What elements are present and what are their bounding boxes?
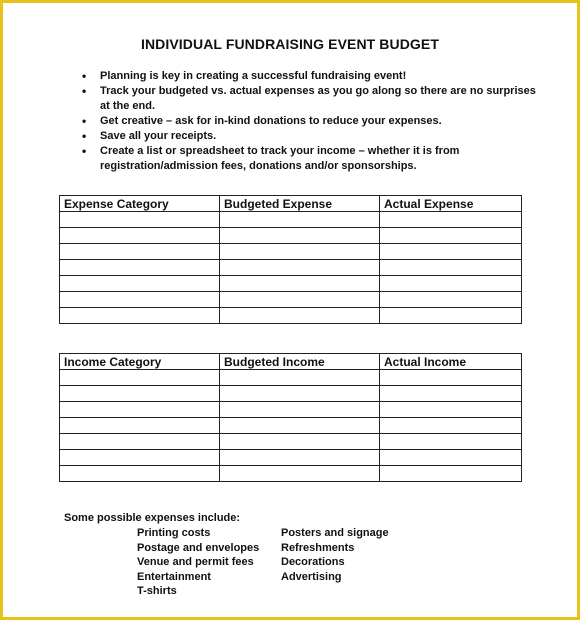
income-table-cell bbox=[220, 370, 380, 386]
expense-table-row bbox=[60, 260, 522, 276]
expense-table bbox=[59, 195, 522, 324]
income-table-row bbox=[60, 370, 522, 386]
income-table-cell bbox=[60, 434, 220, 450]
expense-example: Venue and permit fees bbox=[137, 556, 254, 569]
income-category-header: Income Category bbox=[60, 354, 220, 370]
expense-table-body bbox=[60, 212, 522, 324]
expense-category-header: Expense Category bbox=[60, 196, 220, 212]
expense-header-row bbox=[60, 196, 522, 212]
expense-table-cell bbox=[60, 244, 220, 260]
income-table-cell bbox=[60, 466, 220, 482]
possible-expenses-left-list bbox=[137, 526, 259, 599]
expense-example: Refreshments bbox=[281, 541, 355, 554]
income-table-row bbox=[60, 418, 522, 434]
income-table-cell bbox=[60, 450, 220, 466]
tip-item: • Get creative – ask for in-kind donations to reduce your expenses. bbox=[82, 114, 542, 129]
tip-item: • Track your budgeted vs. actual expenses as you go along so there are no surprises at the end. bbox=[82, 84, 542, 114]
income-header-row bbox=[60, 354, 522, 370]
budget-page bbox=[3, 3, 577, 617]
expense-table-cell bbox=[60, 292, 220, 308]
expense-example: Advertising bbox=[281, 570, 342, 583]
expense-table-cell bbox=[60, 276, 220, 292]
expense-table-cell bbox=[380, 308, 522, 324]
expense-table-cell bbox=[220, 260, 380, 276]
expense-table-cell bbox=[220, 228, 380, 244]
expense-table-row bbox=[60, 212, 522, 228]
expense-table-cell bbox=[220, 292, 380, 308]
expense-table-cell bbox=[60, 308, 220, 324]
income-table-cell bbox=[220, 434, 380, 450]
income-table-row bbox=[60, 386, 522, 402]
budgeted-expense-header: Budgeted Expense bbox=[220, 196, 380, 212]
income-table-cell bbox=[60, 386, 220, 402]
tip-item: • Save all your receipts. bbox=[82, 129, 542, 144]
income-table-cell bbox=[380, 386, 522, 402]
income-table-cell bbox=[60, 402, 220, 418]
expense-table-cell bbox=[60, 228, 220, 244]
expense-table-cell bbox=[380, 276, 522, 292]
income-table-cell bbox=[380, 450, 522, 466]
income-table-row bbox=[60, 402, 522, 418]
expense-table-cell bbox=[220, 212, 380, 228]
income-table-cell bbox=[60, 418, 220, 434]
income-table-cell bbox=[380, 466, 522, 482]
page-title: INDIVIDUAL FUNDRAISING EVENT BUDGET bbox=[140, 36, 440, 52]
expense-example: Posters and signage bbox=[281, 527, 389, 539]
income-table-cell bbox=[380, 402, 522, 418]
expense-table-cell bbox=[380, 212, 522, 228]
expense-table-cell bbox=[60, 260, 220, 276]
expense-table-row bbox=[60, 308, 522, 324]
expense-table-cell bbox=[380, 228, 522, 244]
expense-example: Decorations bbox=[281, 556, 345, 569]
expense-example: T-shirts bbox=[137, 585, 177, 598]
income-table-cell bbox=[220, 466, 380, 482]
income-table-cell bbox=[220, 402, 380, 418]
tip-item: • Create a list or spreadsheet to track your income – whether it is from registration/admission fees, donations and/or sponsorships. bbox=[82, 144, 542, 174]
income-table bbox=[59, 353, 522, 482]
expense-table-cell bbox=[380, 260, 522, 276]
actual-expense-header: Actual Expense bbox=[380, 196, 522, 212]
tip-item: • Planning is key in creating a successful fundraising event! bbox=[82, 69, 542, 84]
expense-table-cell bbox=[60, 212, 220, 228]
expense-example: Postage and envelopes bbox=[137, 541, 260, 554]
expense-table-cell bbox=[220, 308, 380, 324]
income-table-body bbox=[60, 370, 522, 482]
tips-list bbox=[82, 69, 542, 174]
expense-table-row bbox=[60, 244, 522, 260]
expense-table-row bbox=[60, 292, 522, 308]
income-table-cell bbox=[380, 434, 522, 450]
income-table-cell bbox=[220, 386, 380, 402]
income-table-cell bbox=[220, 418, 380, 434]
income-table-cell bbox=[380, 418, 522, 434]
income-table-row bbox=[60, 466, 522, 482]
actual-income-header: Actual Income bbox=[380, 354, 522, 370]
expense-example: Printing costs bbox=[137, 527, 211, 539]
expense-table-cell bbox=[380, 292, 522, 308]
possible-expenses-right-list bbox=[281, 526, 389, 584]
expense-table-cell bbox=[380, 244, 522, 260]
expense-example: Entertainment bbox=[137, 570, 211, 583]
income-table-cell bbox=[60, 370, 220, 386]
expense-table-row bbox=[60, 276, 522, 292]
income-table-cell bbox=[380, 370, 522, 386]
income-table-row bbox=[60, 434, 522, 450]
expense-table-row bbox=[60, 228, 522, 244]
expense-table-cell bbox=[220, 244, 380, 260]
income-table-row bbox=[60, 450, 522, 466]
expense-table-cell bbox=[220, 276, 380, 292]
possible-expenses-heading: Some possible expenses include: bbox=[64, 512, 241, 524]
income-table-cell bbox=[220, 450, 380, 466]
budgeted-income-header: Budgeted Income bbox=[220, 354, 380, 370]
